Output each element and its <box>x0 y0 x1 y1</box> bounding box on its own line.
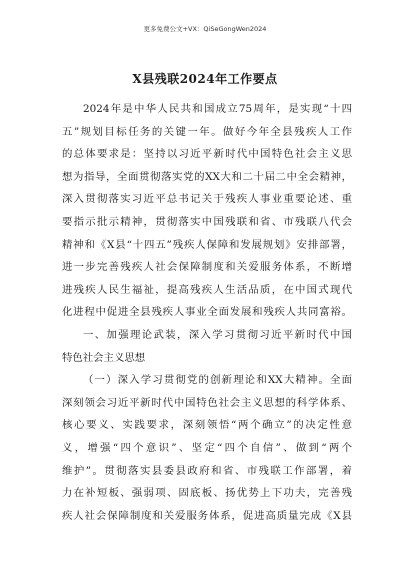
section-heading-line: 一、加强理论武装，深入学习贯彻习近平新时代中国 <box>83 328 352 341</box>
section-heading-line: 特色社会主义思想 <box>62 351 146 364</box>
paragraph-line: 义，增强“四个意识”、坚定“四个自信”、做到“两个 <box>62 441 352 454</box>
paragraph-line: 要指示批示精神，贯彻落实中国残联和省、市残联八代会 <box>62 215 352 228</box>
paragraph-line: 核心要义、实践要求，深刻领悟“两个确立”的决定性意 <box>62 419 352 432</box>
document-title: X县残联2024年工作要点 <box>132 72 278 86</box>
paragraph-line: 化进程中促进全县残疾人事业全面发展和残疾人共同富裕。 <box>62 306 352 319</box>
paragraph-line: 五”规划目标任务的关键一年。做好今年全县残疾人工作 <box>62 125 352 138</box>
paragraph-line: 维护”。贯彻落实县委县政府和省、市残联工作部署，着 <box>62 464 352 477</box>
paragraph-line: 力在补短板、强弱项、固底板、扬优势上下功夫，完善残 <box>62 487 352 500</box>
paragraph-line: 进残疾人民生福祉，提高残疾人生活品质，在中国式现代 <box>62 283 352 296</box>
paragraph-line: 深刻领会习近平新时代中国特色社会主义思想的科学体系、 <box>62 396 352 409</box>
paragraph-line: 深入贯彻落实习近平总书记关于残疾人事业重要论述、重 <box>62 193 352 206</box>
paragraph-line: 的总体要求是：坚持以习近平新时代中国特色社会主义思 <box>62 148 352 161</box>
paragraph-line: 2024年是中华人民共和国成立75周年，是实现“十四 <box>83 103 352 115</box>
header-note: 更多免费公文+VX：QiSeGongWen2024 <box>143 25 267 33</box>
paragraph-line: 疾人社会保障制度和关爱服务体系，促进高质量完成《X县 <box>62 509 352 522</box>
document-body <box>62 98 352 527</box>
paragraph-line: 进一步完善残疾人社会保障制度和关爱服务体系，不断增 <box>62 261 352 274</box>
paragraph-line: 精神和《X县“十四五”残疾人保障和发展规划》安排部署， <box>62 238 352 251</box>
paragraph-line: 想为指导，全面贯彻落实党的XX大和二十届二中全会精神， <box>62 170 352 183</box>
paragraph-line: （一）深入学习贯彻党的创新理论和XX大精神。全面 <box>83 374 352 387</box>
